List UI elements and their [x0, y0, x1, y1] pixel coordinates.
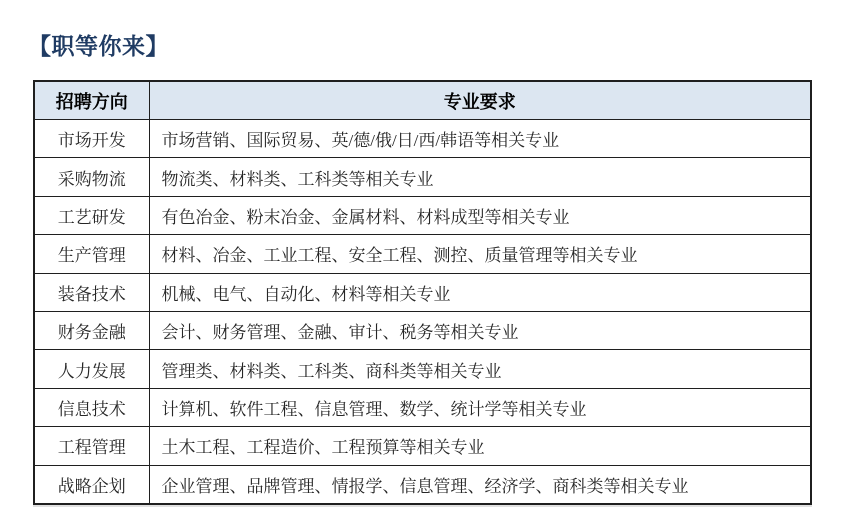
direction-cell: 人力发展 [34, 350, 149, 388]
requirement-cell: 管理类、材料类、工科类、商科类等相关专业 [149, 350, 811, 388]
direction-cell: 信息技术 [34, 388, 149, 426]
table-row [34, 273, 811, 311]
requirement-cell: 物流类、材料类、工科类等相关专业 [149, 158, 811, 196]
direction-cell: 战略企划 [34, 465, 149, 504]
requirement-cell: 会计、财务管理、金融、审计、税务等相关专业 [149, 311, 811, 349]
requirement-cell: 企业管理、品牌管理、情报学、信息管理、经济学、商科类等相关专业 [149, 465, 811, 504]
direction-cell: 生产管理 [34, 235, 149, 273]
requirement-cell: 市场营销、国际贸易、英/德/俄/日/西/韩语等相关专业 [149, 120, 811, 158]
requirement-cell: 计算机、软件工程、信息管理、数学、统计学等相关专业 [149, 388, 811, 426]
page-title: 【职等你来】 [28, 33, 169, 59]
requirement-cell: 土木工程、工程造价、工程预算等相关专业 [149, 427, 811, 465]
recruitment-table [33, 80, 812, 505]
requirement-cell: 机械、电气、自动化、材料等相关专业 [149, 273, 811, 311]
table-row [34, 427, 811, 465]
table-row [34, 158, 811, 196]
table-row [34, 465, 811, 504]
direction-cell: 装备技术 [34, 273, 149, 311]
requirement-cell: 材料、冶金、工业工程、安全工程、测控、质量管理等相关专业 [149, 235, 811, 273]
requirement-cell: 有色冶金、粉末冶金、金属材料、材料成型等相关专业 [149, 196, 811, 234]
table-row [34, 196, 811, 234]
table-header-row [34, 81, 811, 120]
table-row [34, 388, 811, 426]
direction-cell: 财务金融 [34, 311, 149, 349]
direction-cell: 工艺研发 [34, 196, 149, 234]
table-row [34, 311, 811, 349]
header-requirement: 专业要求 [149, 81, 811, 120]
direction-cell: 采购物流 [34, 158, 149, 196]
header-direction: 招聘方向 [34, 81, 149, 120]
direction-cell: 市场开发 [34, 120, 149, 158]
direction-cell: 工程管理 [34, 427, 149, 465]
table-body [34, 120, 811, 505]
table-row [34, 235, 811, 273]
table-row [34, 120, 811, 158]
table-row [34, 350, 811, 388]
